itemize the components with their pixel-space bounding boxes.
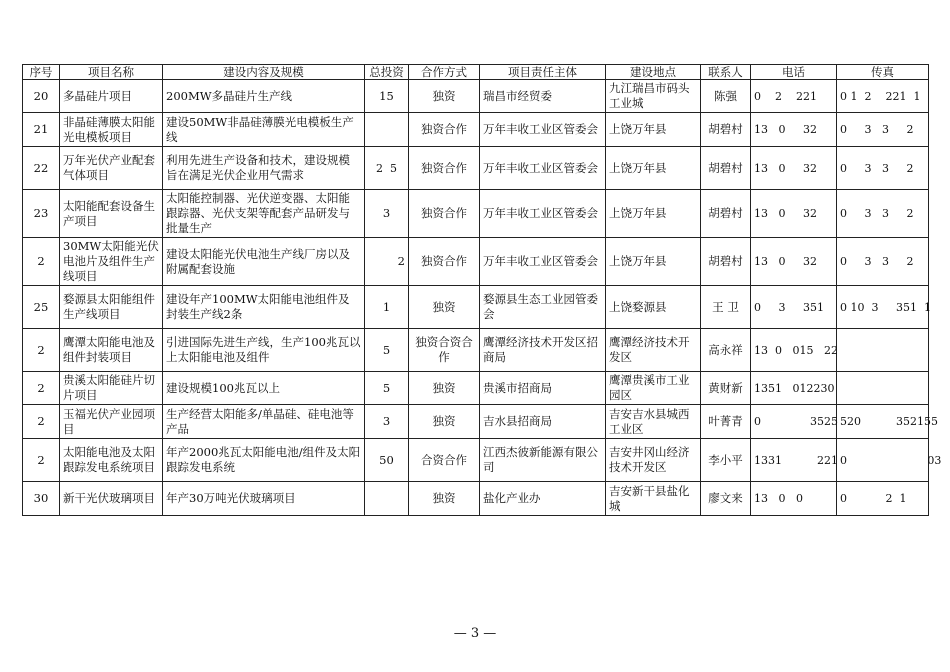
cell-content: 引进国际先进生产线，生产100兆瓦以上太阳能电池及组件 xyxy=(163,329,365,372)
cell-content: 年产2000兆瓦太阳能电池/组件及太阳跟踪发电系统 xyxy=(163,439,365,482)
cell-phone: 13 0 32 xyxy=(751,238,837,286)
cell-invest: 50 xyxy=(365,439,409,482)
cell-name: 太阳能电池及太阳跟踪发电系统项目 xyxy=(60,439,163,482)
header-contact: 联系人 xyxy=(701,65,751,80)
cell-no: 2 xyxy=(23,238,60,286)
cell-location: 上饶万年县 xyxy=(606,147,701,190)
cell-owner: 江西杰彼新能源有限公司 xyxy=(480,439,606,482)
cell-location: 九江瑞昌市码头工业城 xyxy=(606,80,701,113)
cell-coop: 独资合作 xyxy=(409,113,480,147)
cell-contact: 胡碧村 xyxy=(701,190,751,238)
cell-fax: 0 3 3 2 xyxy=(837,238,929,286)
cell-owner: 贵溪市招商局 xyxy=(480,372,606,405)
cell-name: 鹰潭太阳能电池及组件封装项目 xyxy=(60,329,163,372)
cell-phone: 13 0 32 xyxy=(751,147,837,190)
cell-owner: 瑞昌市经贸委 xyxy=(480,80,606,113)
cell-coop: 独资 xyxy=(409,286,480,329)
cell-owner: 万年丰收工业区管委会 xyxy=(480,113,606,147)
cell-name: 多晶硅片项目 xyxy=(60,80,163,113)
cell-phone: 0 2 221 xyxy=(751,80,837,113)
cell-coop: 独资 xyxy=(409,482,480,516)
header-invest: 总投资 xyxy=(365,65,409,80)
cell-coop: 独资 xyxy=(409,405,480,439)
cell-coop: 独资合作 xyxy=(409,238,480,286)
cell-phone: 13 0 32 xyxy=(751,190,837,238)
header-no: 序号 xyxy=(23,65,60,80)
cell-contact: 胡碧村 xyxy=(701,113,751,147)
table-row xyxy=(23,439,929,482)
cell-coop: 合资合作 xyxy=(409,439,480,482)
table-row xyxy=(23,482,929,516)
table-row xyxy=(23,80,929,113)
cell-location: 上饶婺源县 xyxy=(606,286,701,329)
cell-content: 建设50MW非晶硅薄膜光电模板生产线 xyxy=(163,113,365,147)
cell-owner: 万年丰收工业区管委会 xyxy=(480,147,606,190)
cell-contact: 廖文来 xyxy=(701,482,751,516)
table-row xyxy=(23,113,929,147)
cell-no: 2 xyxy=(23,329,60,372)
cell-owner: 盐化产业办 xyxy=(480,482,606,516)
cell-location: 吉安吉水县城西工业区 xyxy=(606,405,701,439)
cell-name: 婺源县太阳能组件生产线项目 xyxy=(60,286,163,329)
cell-coop: 独资合作 xyxy=(409,190,480,238)
header-location: 建设地点 xyxy=(606,65,701,80)
cell-name: 非晶硅薄膜太阳能光电模板项目 xyxy=(60,113,163,147)
cell-fax: 0 03 xyxy=(837,439,929,482)
cell-fax: 0 3 3 2 xyxy=(837,147,929,190)
table-row xyxy=(23,190,929,238)
table-row xyxy=(23,372,929,405)
cell-owner: 吉水县招商局 xyxy=(480,405,606,439)
cell-location: 上饶万年县 xyxy=(606,238,701,286)
table-row xyxy=(23,329,929,372)
cell-fax xyxy=(837,372,929,405)
cell-owner: 万年丰收工业区管委会 xyxy=(480,238,606,286)
header-owner: 项目责任主体 xyxy=(480,65,606,80)
cell-location: 上饶万年县 xyxy=(606,190,701,238)
cell-content: 利用先进生产设备和技术，建设规模旨在满足光伏企业用气需求 xyxy=(163,147,365,190)
cell-phone: 0 3 351 xyxy=(751,286,837,329)
cell-no: 22 xyxy=(23,147,60,190)
cell-location: 吉安新干县盐化城 xyxy=(606,482,701,516)
cell-invest: 15 xyxy=(365,80,409,113)
cell-invest: 3 xyxy=(365,190,409,238)
cell-phone: 1331 221 xyxy=(751,439,837,482)
cell-content: 建设太阳能光伏电池生产线厂房以及附属配套设施 xyxy=(163,238,365,286)
header-fax: 传真 xyxy=(837,65,929,80)
cell-no: 2 xyxy=(23,439,60,482)
cell-phone: 0 3525 xyxy=(751,405,837,439)
cell-fax: 520 352155 xyxy=(837,405,929,439)
cell-fax: 0 10 3 351 1 xyxy=(837,286,929,329)
project-table xyxy=(22,64,942,516)
cell-invest: 1 xyxy=(365,286,409,329)
cell-no: 30 xyxy=(23,482,60,516)
cell-contact: 王 卫 xyxy=(701,286,751,329)
header-content: 建设内容及规模 xyxy=(163,65,365,80)
cell-contact: 胡碧村 xyxy=(701,147,751,190)
cell-contact: 胡碧村 xyxy=(701,238,751,286)
cell-invest xyxy=(365,113,409,147)
cell-name: 太阳能配套设备生产项目 xyxy=(60,190,163,238)
table-row xyxy=(23,405,929,439)
header-coop: 合作方式 xyxy=(409,65,480,80)
cell-invest: 2 5 xyxy=(365,147,409,190)
cell-contact: 叶菁青 xyxy=(701,405,751,439)
cell-no: 20 xyxy=(23,80,60,113)
cell-coop: 独资 xyxy=(409,372,480,405)
header-name: 项目名称 xyxy=(60,65,163,80)
table-row xyxy=(23,238,929,286)
cell-phone: 13 0 015 22 xyxy=(751,329,837,372)
cell-contact: 高永祥 xyxy=(701,329,751,372)
cell-fax: 0 2 1 xyxy=(837,482,929,516)
cell-no: 23 xyxy=(23,190,60,238)
cell-coop: 独资合作 xyxy=(409,147,480,190)
cell-invest: 2 xyxy=(365,238,409,286)
cell-fax: 0 3 3 2 xyxy=(837,113,929,147)
cell-owner: 鹰潭经济技术开发区招商局 xyxy=(480,329,606,372)
table-header-row xyxy=(23,65,929,80)
cell-name: 玉福光伏产业园项目 xyxy=(60,405,163,439)
cell-content: 建设规模100兆瓦以上 xyxy=(163,372,365,405)
cell-fax xyxy=(837,329,929,372)
header-phone: 电话 xyxy=(751,65,837,80)
cell-content: 生产经营太阳能多/单晶硅、硅电池等产品 xyxy=(163,405,365,439)
cell-content: 太阳能控制器、光伏逆变器、太阳能跟踪器、光伏支架等配套产品研发与批量生产 xyxy=(163,190,365,238)
cell-name: 万年光伏产业配套气体项目 xyxy=(60,147,163,190)
cell-phone: 13 0 32 xyxy=(751,113,837,147)
table-row xyxy=(23,147,929,190)
cell-content: 建设年产100MW太阳能电池组件及封装生产线2条 xyxy=(163,286,365,329)
cell-phone: 13 0 0 xyxy=(751,482,837,516)
cell-fax: 0 3 3 2 xyxy=(837,190,929,238)
cell-contact: 李小平 xyxy=(701,439,751,482)
cell-location: 上饶万年县 xyxy=(606,113,701,147)
cell-coop: 独资 xyxy=(409,80,480,113)
cell-contact: 陈强 xyxy=(701,80,751,113)
cell-no: 2 xyxy=(23,372,60,405)
cell-no: 25 xyxy=(23,286,60,329)
cell-invest: 5 xyxy=(365,372,409,405)
cell-content: 年产30万吨光伏玻璃项目 xyxy=(163,482,365,516)
cell-name: 新干光伏玻璃项目 xyxy=(60,482,163,516)
cell-phone: 1351 012230 xyxy=(751,372,837,405)
cell-invest: 3 xyxy=(365,405,409,439)
cell-location: 鹰潭经济技术开发区 xyxy=(606,329,701,372)
cell-owner: 万年丰收工业区管委会 xyxy=(480,190,606,238)
cell-location: 吉安井冈山经济技术开发区 xyxy=(606,439,701,482)
cell-fax: 0 1 2 221 1 xyxy=(837,80,929,113)
cell-contact: 黄财新 xyxy=(701,372,751,405)
cell-owner: 婺源县生态工业园管委会 xyxy=(480,286,606,329)
cell-location: 鹰潭贵溪市工业园区 xyxy=(606,372,701,405)
cell-invest xyxy=(365,482,409,516)
cell-coop: 独资合资合作 xyxy=(409,329,480,372)
cell-invest: 5 xyxy=(365,329,409,372)
cell-name: 贵溪太阳能硅片切片项目 xyxy=(60,372,163,405)
cell-content: 200MW多晶硅片生产线 xyxy=(163,80,365,113)
project-table-container xyxy=(22,64,942,516)
cell-no: 2 xyxy=(23,405,60,439)
cell-name: 30MW太阳能光伏电池片及组件生产线项目 xyxy=(60,238,163,286)
cell-no: 21 xyxy=(23,113,60,147)
table-row xyxy=(23,286,929,329)
page-number: — 3 — xyxy=(453,626,497,641)
